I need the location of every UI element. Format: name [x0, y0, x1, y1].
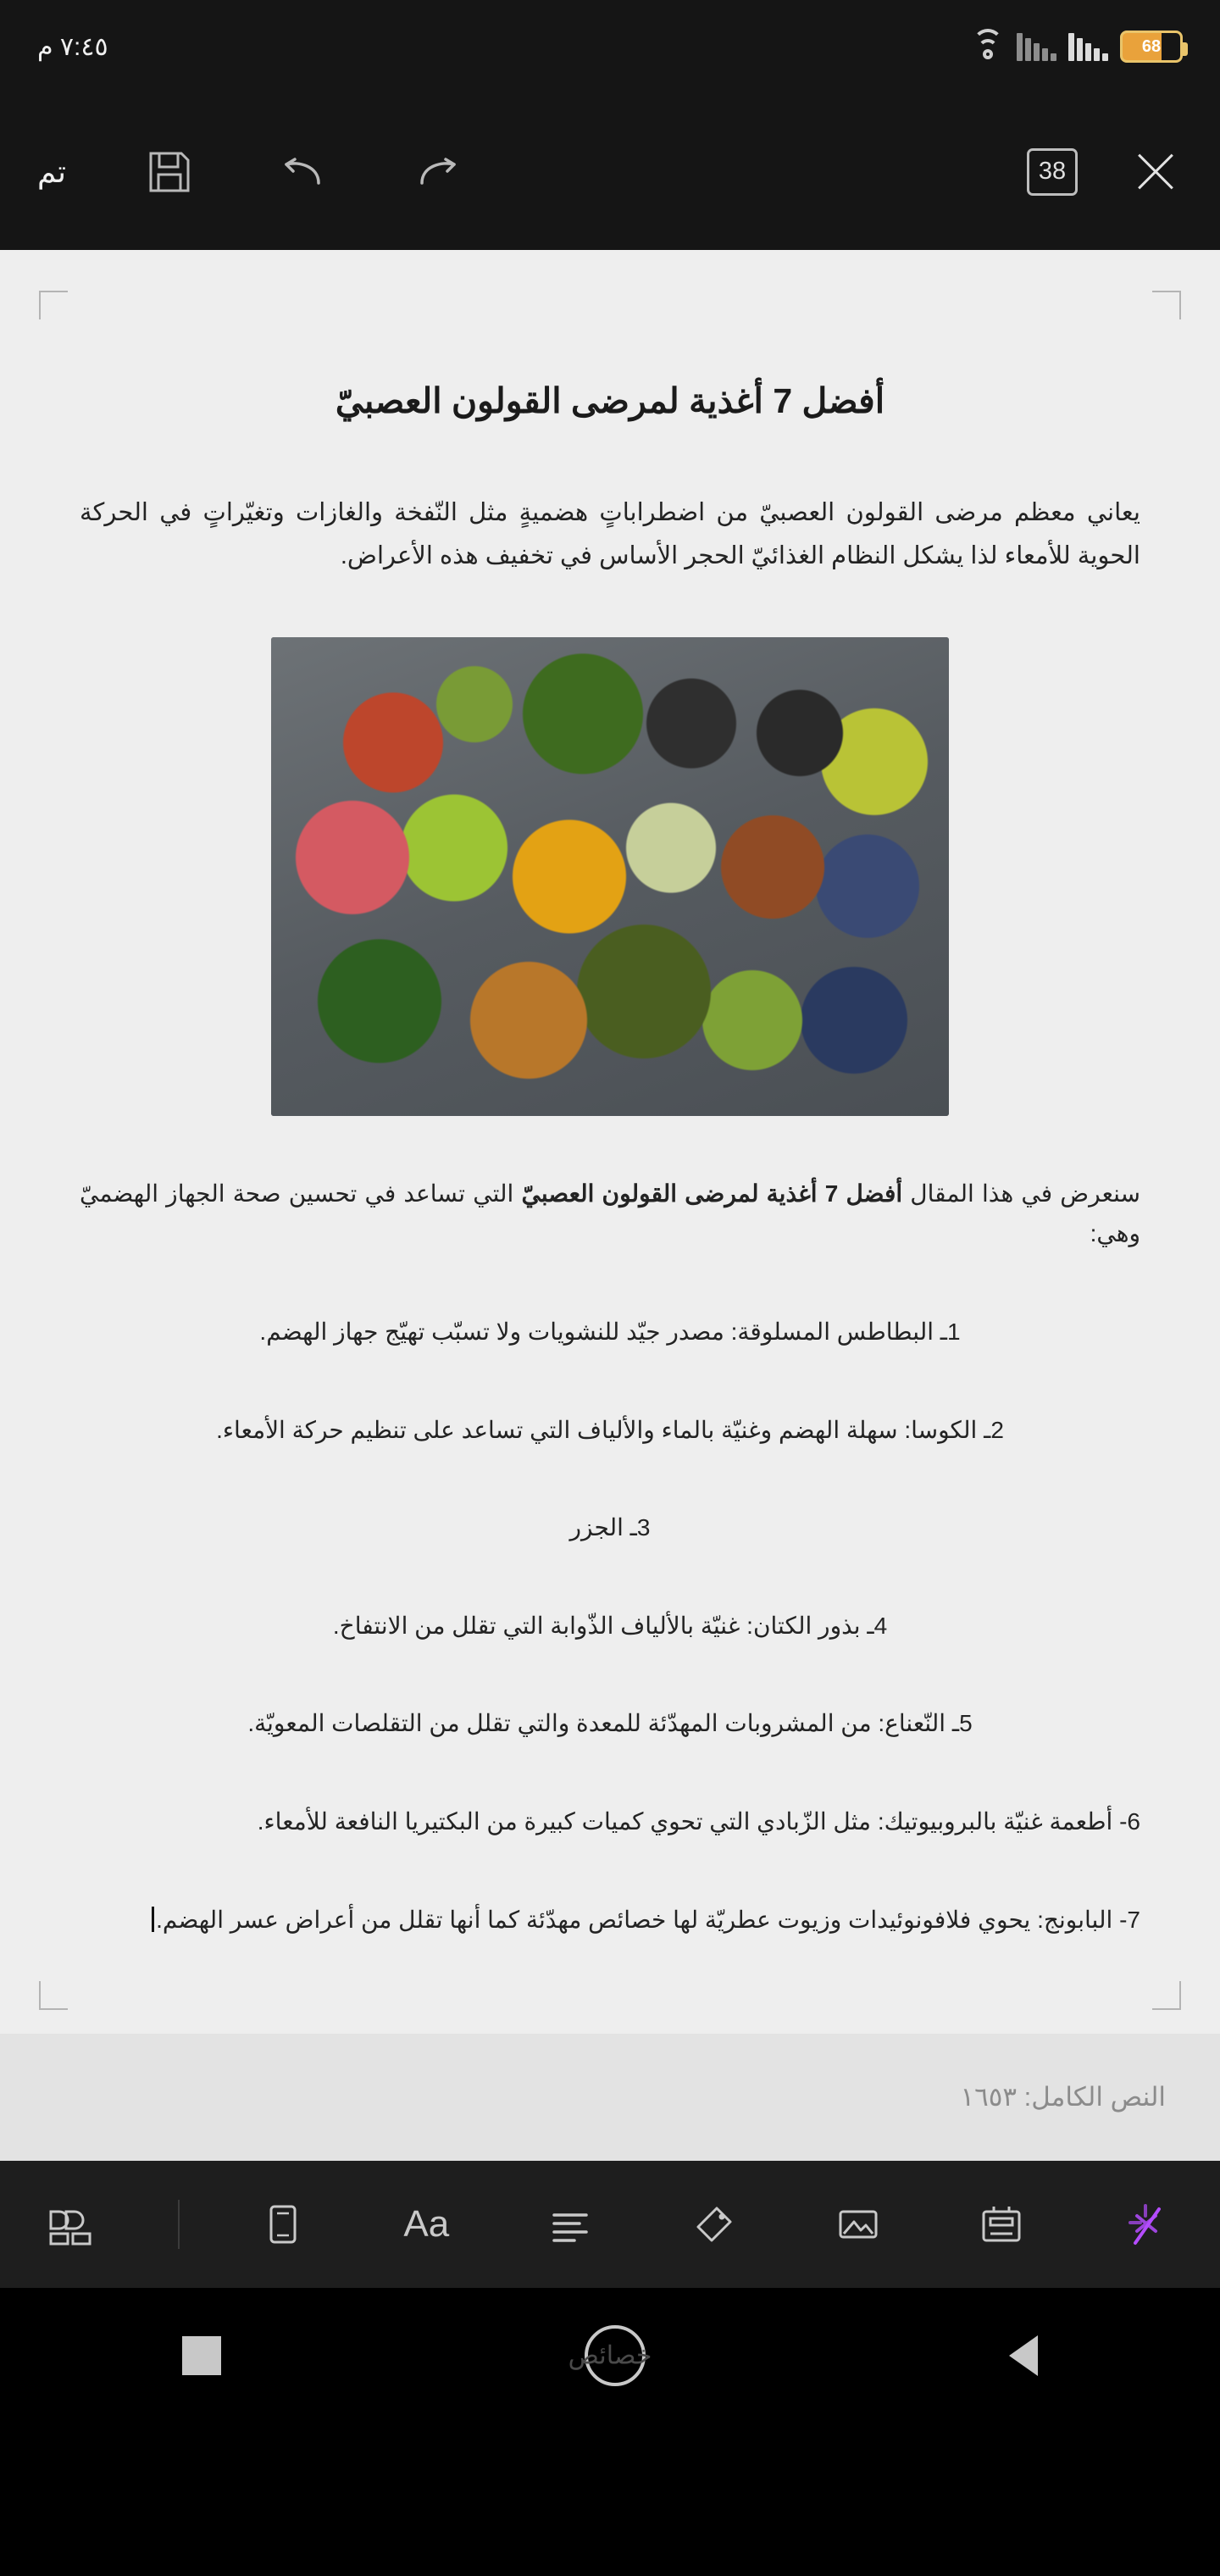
intro-paragraph: يعاني معظم مرضى القولون العصبيّ من اضطراباتٍ هضميةٍ مثل النّفخة والغازات وتغيّراتٍ في الحركة الحوية للأمعاء لذا يشكل النظام الغذائيّ الحجر الأساس في تخفيف هذه الأعراض. [80, 499, 1140, 570]
tag-icon [688, 2198, 740, 2251]
document-area[interactable] [0, 250, 1220, 2161]
status-bar-clock: ٧:٤٥ م [37, 32, 108, 61]
list-item: 4ـ بذور الكتان: غنيّة بالألياف الذّوابة التي تقلل من الانتفاخ. [332, 1612, 888, 1639]
lead-bold: أفضل 7 أغذية لمرضى القولون العصبيّ [521, 1180, 903, 1207]
page-frame-button[interactable] [242, 2184, 324, 2265]
signal-secondary-icon [1017, 32, 1056, 61]
font-size-button[interactable] [385, 2184, 467, 2265]
lead-suffix: التي تساعد في تحسين صحة الجهاز الهضميّ وهي: [80, 1180, 1140, 1247]
list-item: 2ـ الكوسا: سهلة الهضم وغنيّة بالماء والألياف التي تساعد على تنظيم حركة الأمعاء. [216, 1416, 1004, 1443]
magic-wand-button[interactable] [1105, 2184, 1186, 2265]
toolbar-left-group [1027, 142, 1186, 203]
crop-mark-top-left [39, 291, 68, 319]
food-photo-image [271, 637, 949, 1116]
list-item-text: 7- البابونج: يحوي فلافونوئيدات وزيوت عطريّة لها خصائص مهدّئة كما أنها تقلل من أعراض عسر الهضم. [156, 1906, 1140, 1933]
page-count-badge[interactable]: 38 [1027, 148, 1078, 196]
lead-prefix: سنعرض في هذا المقال [902, 1180, 1140, 1207]
back-triangle-icon[interactable] [1009, 2335, 1038, 2376]
battery-icon [1120, 31, 1183, 63]
toolbar-divider [178, 2200, 180, 2249]
grid-pages-button[interactable] [34, 2184, 115, 2265]
home-circle-icon[interactable] [585, 2325, 646, 2386]
undo-icon [280, 153, 327, 192]
redo-icon [413, 153, 461, 192]
tag-button[interactable] [674, 2184, 755, 2265]
nav-hint-label: خصائص [568, 2341, 652, 2370]
recents-square-icon[interactable] [182, 2336, 221, 2375]
grid-pages-icon [44, 2198, 105, 2251]
text-lines-button[interactable] [530, 2184, 611, 2265]
status-bar-left [971, 31, 1183, 63]
battery-percent: 68 [1141, 36, 1162, 56]
magic-wand-icon [1118, 2197, 1173, 2251]
save-button[interactable] [139, 142, 200, 203]
image-button[interactable] [818, 2184, 899, 2265]
full-text-label: النص الكامل: ١٦٥٣ [960, 2082, 1166, 2112]
wifi-icon [971, 32, 1005, 61]
text-caret [152, 1907, 154, 1932]
full-text-bar[interactable] [0, 2034, 1220, 2161]
document-title: أفضل 7 أغذية لمرضى القولون العصبيّ [335, 381, 885, 420]
list-item: 1ـ البطاطس المسلوقة: مصدر جيّد للنشويات ولا تسبّب تهيّج جهاز الهضم. [259, 1319, 961, 1346]
close-button[interactable] [1125, 142, 1186, 203]
system-nav-bar [0, 2288, 1220, 2423]
close-icon [1132, 148, 1179, 196]
crop-mark-bottom-right [1152, 1981, 1181, 2010]
page-frame-icon [257, 2198, 309, 2251]
toolbar-right-group [37, 142, 468, 203]
done-button[interactable]: تم [37, 153, 66, 189]
lead-paragraph [80, 1174, 1140, 1254]
list-item: 3ـ الجزر [569, 1514, 651, 1541]
signal-icon [1068, 32, 1108, 61]
font-size-icon: Aa [403, 2203, 450, 2245]
image-icon [832, 2198, 884, 2251]
crop-mark-top-right [1152, 291, 1181, 319]
text-lines-icon [544, 2198, 596, 2251]
list-item: 6- أطعمة غنيّة بالبروبيوتيك: مثل الزّبادي التي تحوي كميات كبيرة من البكتيريا النافعة للأمعاء. [257, 1808, 1140, 1835]
crop-icon [975, 2198, 1028, 2251]
food-photo [271, 637, 949, 1116]
list-item: 5ـ النّعناع: من المشروبات المهدّئة للمعدة والتي تقلل من التقلصات المعويّة. [247, 1710, 973, 1737]
crop-mark-bottom-left [39, 1981, 68, 2010]
list-item-with-caret [80, 1900, 1140, 1940]
editor-toolbar [0, 93, 1220, 250]
undo-button[interactable] [273, 142, 334, 203]
document-page[interactable] [0, 250, 1220, 2161]
bottom-toolbar [0, 2161, 1220, 2288]
crop-button[interactable] [961, 2184, 1042, 2265]
redo-button[interactable] [407, 142, 468, 203]
status-bar [0, 0, 1220, 93]
save-icon [147, 149, 192, 195]
